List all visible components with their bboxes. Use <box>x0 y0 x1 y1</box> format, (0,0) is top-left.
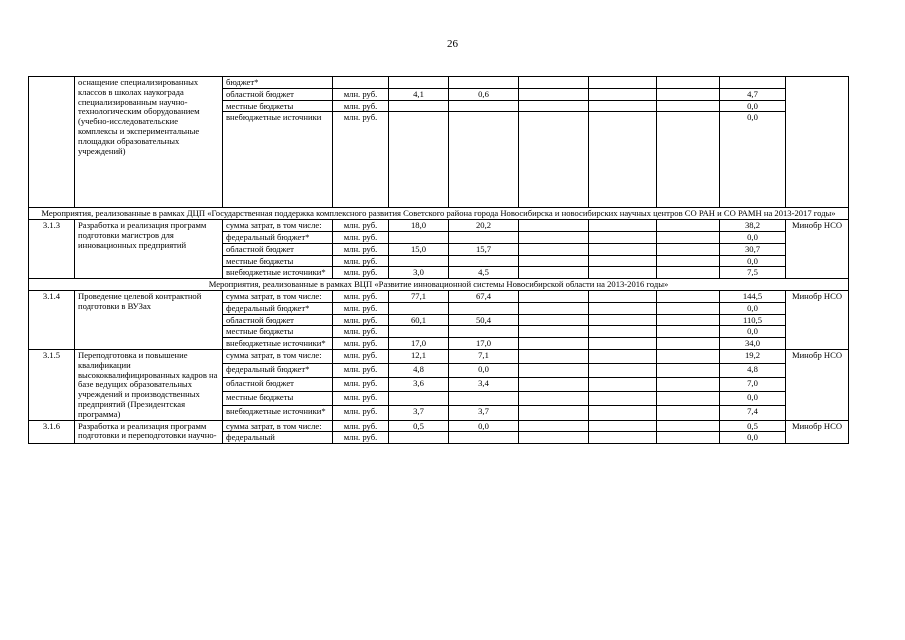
source-cell: сумма затрат, в том числе: <box>223 420 333 432</box>
empty-year-cell <box>589 432 657 444</box>
total-cell: 30,7 <box>720 243 786 255</box>
unit-cell <box>333 77 389 89</box>
total-cell <box>720 77 786 89</box>
total-cell: 144,5 <box>720 290 786 302</box>
unit-cell: млн. руб. <box>333 326 389 338</box>
value-2013-cell: 0,5 <box>389 420 449 432</box>
empty-year-cell <box>519 364 589 378</box>
total-cell: 0,0 <box>720 112 786 208</box>
unit-cell: млн. руб. <box>333 267 389 279</box>
page-number: 26 <box>447 38 458 50</box>
empty-year-cell <box>657 364 720 378</box>
value-2014-cell <box>449 112 519 208</box>
empty-year-cell <box>589 77 657 89</box>
source-cell: федеральный бюджет* <box>223 231 333 243</box>
empty-year-cell <box>589 338 657 350</box>
value-2013-cell <box>389 432 449 444</box>
empty-year-cell <box>519 420 589 432</box>
empty-year-cell <box>519 243 589 255</box>
value-2014-cell: 7,1 <box>449 349 519 363</box>
value-2014-cell <box>449 100 519 112</box>
total-cell: 0,0 <box>720 432 786 444</box>
table-row <box>29 279 849 291</box>
value-2014-cell: 0,0 <box>449 364 519 378</box>
table-row <box>29 220 849 232</box>
executor: Минобр НСО <box>786 349 849 420</box>
value-2013-cell: 3,6 <box>389 378 449 392</box>
unit-cell: млн. руб. <box>333 364 389 378</box>
unit-cell: млн. руб. <box>333 231 389 243</box>
item-description: Разработка и реализация программ подготовки и переподготовки научно- <box>75 420 223 444</box>
empty-year-cell <box>589 267 657 279</box>
empty-year-cell <box>657 100 720 112</box>
item-description: оснащение специализированных классов в школах наукограда специализированным научно-технологическим оборудованием (учебно-исследовательские комплексы и экспериментальные площадки образовательных учреждений) <box>75 77 223 208</box>
unit-cell: млн. руб. <box>333 290 389 302</box>
source-cell: местные бюджеты <box>223 100 333 112</box>
value-2013-cell: 17,0 <box>389 338 449 350</box>
empty-year-cell <box>519 302 589 314</box>
executor: Минобр НСО <box>786 420 849 444</box>
value-2013-cell: 18,0 <box>389 220 449 232</box>
total-cell: 7,4 <box>720 406 786 420</box>
empty-year-cell <box>519 77 589 89</box>
empty-year-cell <box>519 314 589 326</box>
value-2013-cell: 4,8 <box>389 364 449 378</box>
source-cell: сумма затрат, в том числе: <box>223 220 333 232</box>
total-cell: 0,0 <box>720 326 786 338</box>
source-cell: внебюджетные источники* <box>223 267 333 279</box>
item-description: Разработка и реализация программ подготовки магистров для инновационных предприятий <box>75 220 223 279</box>
executor: Минобр НСО <box>786 290 849 349</box>
empty-year-cell <box>519 290 589 302</box>
source-cell: внебюджетные источники* <box>223 338 333 350</box>
empty-year-cell <box>589 220 657 232</box>
empty-year-cell <box>657 77 720 89</box>
value-2014-cell: 15,7 <box>449 243 519 255</box>
empty-year-cell <box>657 243 720 255</box>
empty-year-cell <box>657 326 720 338</box>
source-cell: внебюджетные источники <box>223 112 333 208</box>
empty-year-cell <box>657 432 720 444</box>
source-cell: областной бюджет <box>223 378 333 392</box>
total-cell: 7,5 <box>720 267 786 279</box>
empty-year-cell <box>589 100 657 112</box>
value-2014-cell: 3,7 <box>449 406 519 420</box>
value-2014-cell <box>449 326 519 338</box>
total-cell: 0,5 <box>720 420 786 432</box>
empty-year-cell <box>657 88 720 100</box>
unit-cell: млн. руб. <box>333 406 389 420</box>
executor-cell <box>786 77 849 208</box>
total-cell: 0,0 <box>720 231 786 243</box>
total-cell: 0,0 <box>720 255 786 267</box>
source-cell: сумма затрат, в том числе: <box>223 290 333 302</box>
value-2014-cell: 0,0 <box>449 420 519 432</box>
empty-year-cell <box>519 338 589 350</box>
empty-year-cell <box>589 406 657 420</box>
total-cell: 19,2 <box>720 349 786 363</box>
value-2014-cell: 20,2 <box>449 220 519 232</box>
item-number: 3.1.4 <box>29 290 75 349</box>
unit-cell: млн. руб. <box>333 432 389 444</box>
item-description: Проведение целевой контрактной подготовки в ВУЗах <box>75 290 223 349</box>
empty-year-cell <box>657 231 720 243</box>
value-2013-cell <box>389 326 449 338</box>
empty-year-cell <box>519 267 589 279</box>
empty-year-cell <box>589 112 657 208</box>
item-number: 3.1.6 <box>29 420 75 444</box>
unit-cell: млн. руб. <box>333 349 389 363</box>
empty-year-cell <box>519 231 589 243</box>
empty-year-cell <box>657 378 720 392</box>
value-2014-cell: 67,4 <box>449 290 519 302</box>
empty-year-cell <box>589 420 657 432</box>
value-2013-cell <box>389 255 449 267</box>
empty-year-cell <box>519 378 589 392</box>
unit-cell: млн. руб. <box>333 243 389 255</box>
budget-table <box>28 76 849 444</box>
empty-year-cell <box>657 112 720 208</box>
value-2014-cell <box>449 392 519 406</box>
empty-year-cell <box>589 326 657 338</box>
source-cell: местные бюджеты <box>223 326 333 338</box>
empty-year-cell <box>657 290 720 302</box>
table-body <box>29 77 849 444</box>
source-cell: местные бюджеты <box>223 255 333 267</box>
empty-year-cell <box>589 290 657 302</box>
item-number-cell <box>29 77 75 208</box>
empty-year-cell <box>519 432 589 444</box>
unit-cell: млн. руб. <box>333 420 389 432</box>
value-2013-cell <box>389 100 449 112</box>
value-2014-cell: 4,5 <box>449 267 519 279</box>
empty-year-cell <box>519 100 589 112</box>
value-2013-cell: 60,1 <box>389 314 449 326</box>
empty-year-cell <box>589 231 657 243</box>
source-cell: бюджет* <box>223 77 333 89</box>
empty-year-cell <box>589 364 657 378</box>
empty-year-cell <box>657 338 720 350</box>
item-number: 3.1.3 <box>29 220 75 279</box>
item-number: 3.1.5 <box>29 349 75 420</box>
table-row <box>29 290 849 302</box>
total-cell: 34,0 <box>720 338 786 350</box>
empty-year-cell <box>519 326 589 338</box>
value-2013-cell <box>389 392 449 406</box>
total-cell: 4,8 <box>720 364 786 378</box>
total-cell: 110,5 <box>720 314 786 326</box>
total-cell: 0,0 <box>720 100 786 112</box>
source-cell: сумма затрат, в том числе: <box>223 349 333 363</box>
empty-year-cell <box>589 88 657 100</box>
empty-year-cell <box>657 302 720 314</box>
source-cell: федеральный <box>223 432 333 444</box>
source-cell: федеральный бюджет* <box>223 364 333 378</box>
unit-cell: млн. руб. <box>333 112 389 208</box>
table-row <box>29 349 849 363</box>
source-cell: областной бюджет <box>223 243 333 255</box>
empty-year-cell <box>589 314 657 326</box>
value-2013-cell: 12,1 <box>389 349 449 363</box>
empty-year-cell <box>589 392 657 406</box>
total-cell: 38,2 <box>720 220 786 232</box>
empty-year-cell <box>519 255 589 267</box>
table-row <box>29 420 849 432</box>
unit-cell: млн. руб. <box>333 378 389 392</box>
empty-year-cell <box>519 220 589 232</box>
value-2014-cell <box>449 255 519 267</box>
empty-year-cell <box>589 302 657 314</box>
unit-cell: млн. руб. <box>333 100 389 112</box>
section-title: Мероприятия, реализованные в рамках ДЦП «Государственная поддержка комплексного развития Советского района города Новосибирска и новосибирских научных центров СО РАН и СО РАМН на 2013-2017 годы» <box>29 208 849 220</box>
value-2014-cell <box>449 302 519 314</box>
value-2013-cell: 15,0 <box>389 243 449 255</box>
table-row <box>29 77 849 89</box>
unit-cell: млн. руб. <box>333 302 389 314</box>
value-2013-cell: 3,0 <box>389 267 449 279</box>
value-2014-cell <box>449 231 519 243</box>
unit-cell: млн. руб. <box>333 392 389 406</box>
empty-year-cell <box>657 267 720 279</box>
value-2014-cell: 0,6 <box>449 88 519 100</box>
total-cell: 7,0 <box>720 378 786 392</box>
section-title: Мероприятия, реализованные в рамках ВЦП «Развитие инновационной системы Новосибирской области на 2013-2016 годы» <box>29 279 849 291</box>
empty-year-cell <box>657 314 720 326</box>
value-2013-cell <box>389 231 449 243</box>
empty-year-cell <box>657 220 720 232</box>
source-cell: внебюджетные источники* <box>223 406 333 420</box>
total-cell: 4,7 <box>720 88 786 100</box>
value-2014-cell <box>449 77 519 89</box>
value-2014-cell <box>449 432 519 444</box>
unit-cell: млн. руб. <box>333 255 389 267</box>
value-2014-cell: 3,4 <box>449 378 519 392</box>
empty-year-cell <box>589 255 657 267</box>
table-row <box>29 208 849 220</box>
empty-year-cell <box>589 243 657 255</box>
total-cell: 0,0 <box>720 392 786 406</box>
value-2013-cell: 77,1 <box>389 290 449 302</box>
empty-year-cell <box>657 420 720 432</box>
unit-cell: млн. руб. <box>333 338 389 350</box>
unit-cell: млн. руб. <box>333 314 389 326</box>
empty-year-cell <box>657 406 720 420</box>
value-2014-cell: 50,4 <box>449 314 519 326</box>
unit-cell: млн. руб. <box>333 88 389 100</box>
source-cell: местные бюджеты <box>223 392 333 406</box>
value-2013-cell: 4,1 <box>389 88 449 100</box>
empty-year-cell <box>519 349 589 363</box>
empty-year-cell <box>589 378 657 392</box>
empty-year-cell <box>657 255 720 267</box>
empty-year-cell <box>519 112 589 208</box>
value-2014-cell: 17,0 <box>449 338 519 350</box>
empty-year-cell <box>589 349 657 363</box>
empty-year-cell <box>519 406 589 420</box>
unit-cell: млн. руб. <box>333 220 389 232</box>
empty-year-cell <box>519 392 589 406</box>
item-description: Переподготовка и повышение квалификации высококвалифицированных кадров на базе ведущих образовательных учреждений и производственных предприятий (Президентская программа) <box>75 349 223 420</box>
empty-year-cell <box>657 392 720 406</box>
value-2013-cell <box>389 77 449 89</box>
executor: Минобр НСО <box>786 220 849 279</box>
value-2013-cell: 3,7 <box>389 406 449 420</box>
value-2013-cell <box>389 302 449 314</box>
source-cell: областной бюджет <box>223 88 333 100</box>
value-2013-cell <box>389 112 449 208</box>
empty-year-cell <box>519 88 589 100</box>
source-cell: областной бюджет <box>223 314 333 326</box>
empty-year-cell <box>657 349 720 363</box>
total-cell: 0,0 <box>720 302 786 314</box>
source-cell: федеральный бюджет* <box>223 302 333 314</box>
